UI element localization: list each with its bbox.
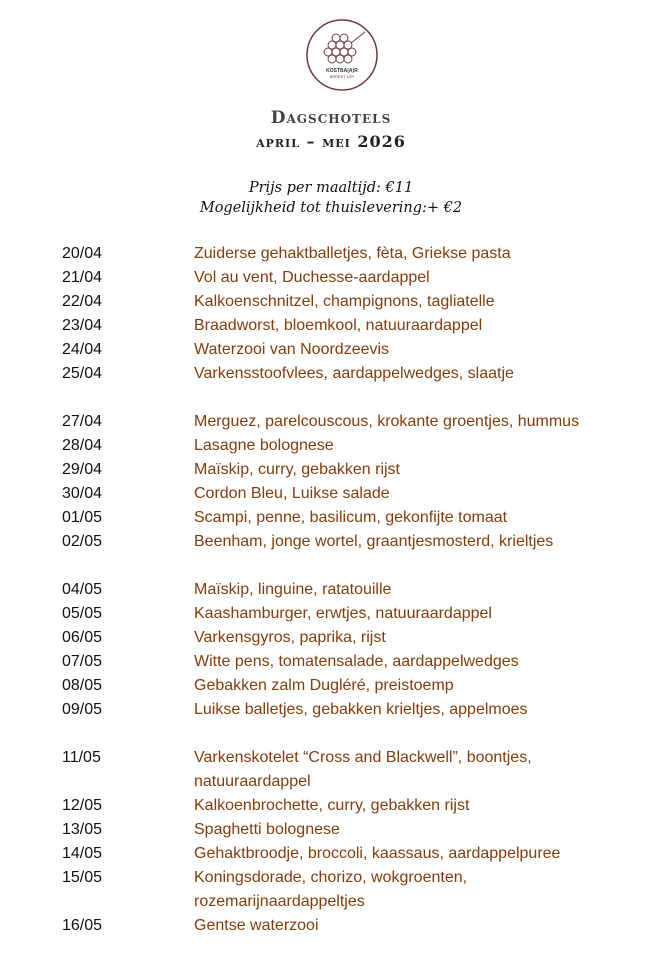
menu-dish: Spaghetti bolognese xyxy=(194,821,340,838)
menu-row xyxy=(62,818,642,842)
week-separator xyxy=(62,386,642,410)
page-title: Dagschotels xyxy=(270,108,392,128)
menu-row xyxy=(62,578,642,602)
menu-dish: Luikse balletjes, gebakken krieltjes, appelmoes xyxy=(194,701,528,718)
menu-date: 20/04 xyxy=(62,245,103,262)
menu-row xyxy=(62,338,642,362)
menu-row xyxy=(62,842,642,866)
menu-dish: Waterzooi van Noordzeevis xyxy=(194,341,390,358)
menu-date: 29/04 xyxy=(62,461,103,478)
menu-row xyxy=(62,434,642,458)
menu-date: 04/05 xyxy=(62,581,103,598)
menu-list xyxy=(62,242,642,938)
menu-dish: Gentse waterzooi xyxy=(194,917,319,934)
menu-row xyxy=(62,674,642,698)
logo-line1: KOSTBA(A)R xyxy=(326,68,358,74)
menu-row xyxy=(62,698,642,722)
menu-date: 02/05 xyxy=(62,533,103,550)
menu-date: 01/05 xyxy=(62,509,103,526)
delivery-info: Mogelijkheid tot thuislevering:+ €2 xyxy=(199,200,463,216)
menu-date: 15/05 xyxy=(62,869,103,886)
menu-dish: Varkensgyros, paprika, rijst xyxy=(194,629,386,646)
menu-date: 24/04 xyxy=(62,341,103,358)
menu-dish: Varkenskotelet “Cross and Blackwell”, boontjes, natuuraardappel xyxy=(194,749,532,790)
menu-dish: Scampi, penne, basilicum, gekonfijte tomaat xyxy=(194,509,508,526)
menu-date: 13/05 xyxy=(62,821,103,838)
week-separator xyxy=(62,722,642,746)
logo xyxy=(305,18,379,92)
price-per-meal: Prijs per maaltijd: €11 xyxy=(248,180,414,196)
menu-date: 30/04 xyxy=(62,485,103,502)
menu-row xyxy=(62,626,642,650)
menu-dish: Kalkoenbrochette, curry, gebakken rijst xyxy=(194,797,470,814)
menu-date: 21/04 xyxy=(62,269,103,286)
menu-dish: Maïskip, curry, gebakken rijst xyxy=(194,461,400,478)
menu-row xyxy=(62,794,642,818)
menu-date: 28/04 xyxy=(62,437,103,454)
menu-row xyxy=(62,410,642,434)
menu-dish: Kalkoenschnitzel, champignons, tagliatelle xyxy=(194,293,495,310)
menu-dish: Varkensstoofvlees, aardappelwedges, slaatje xyxy=(194,365,514,382)
menu-row xyxy=(62,266,642,290)
menu-dish: Braadworst, bloemkool, natuuraardappel xyxy=(194,317,483,334)
menu-date: 23/04 xyxy=(62,317,103,334)
menu-row xyxy=(62,362,642,386)
menu-row xyxy=(62,602,642,626)
menu-dish: Cordon Bleu, Luikse salade xyxy=(194,485,390,502)
price-info xyxy=(0,178,662,218)
menu-dish: Kaashamburger, erwtjes, natuuraardappel xyxy=(194,605,492,622)
menu-dish: Koningsdorade, chorizo, wokgroenten, rozemarijnaardappeltjes xyxy=(194,869,468,910)
menu-date: 27/04 xyxy=(62,413,103,430)
menu-date: 12/05 xyxy=(62,797,103,814)
menu-date: 22/04 xyxy=(62,293,103,310)
menu-row xyxy=(62,314,642,338)
menu-date: 05/05 xyxy=(62,605,103,622)
menu-dish: Gebakken zalm Dugléré, preistoemp xyxy=(194,677,454,694)
menu-date: 06/05 xyxy=(62,629,103,646)
logo-line2: BREEKT UIT! xyxy=(329,74,355,79)
menu-dish: Lasagne bolognese xyxy=(194,437,334,454)
menu-dish: Maïskip, linguine, ratatouille xyxy=(194,581,392,598)
menu-dish: Merguez, parelcouscous, krokante groentjes, hummus xyxy=(194,413,580,430)
menu-dish: Vol au vent, Duchesse-aardappel xyxy=(194,269,430,286)
menu-dish: Beenham, jonge wortel, graantjesmosterd, krieltjes xyxy=(194,533,554,550)
menu-date: 08/05 xyxy=(62,677,103,694)
menu-row xyxy=(62,746,642,794)
menu-date: 11/05 xyxy=(62,749,101,766)
menu-date: 14/05 xyxy=(62,845,103,862)
menu-dish: Zuiderse gehaktballetjes, fèta, Griekse pasta xyxy=(194,245,511,262)
page-subtitle: april – mei 2026 xyxy=(256,132,406,151)
menu-date: 09/05 xyxy=(62,701,103,718)
menu-date: 16/05 xyxy=(62,917,103,934)
menu-row xyxy=(62,530,642,554)
menu-row xyxy=(62,242,642,266)
week-separator xyxy=(62,554,642,578)
menu-row xyxy=(62,482,642,506)
menu-date: 07/05 xyxy=(62,653,103,670)
menu-dish: Witte pens, tomatensalade, aardappelwedges xyxy=(194,653,519,670)
menu-row xyxy=(62,458,642,482)
menu-row xyxy=(62,506,642,530)
menu-dish: Gehaktbroodje, broccoli, kaassaus, aardappelpuree xyxy=(194,845,561,862)
menu-row xyxy=(62,866,642,914)
menu-row xyxy=(62,650,642,674)
menu-date: 25/04 xyxy=(62,365,103,382)
menu-row xyxy=(62,290,642,314)
menu-row xyxy=(62,914,642,938)
